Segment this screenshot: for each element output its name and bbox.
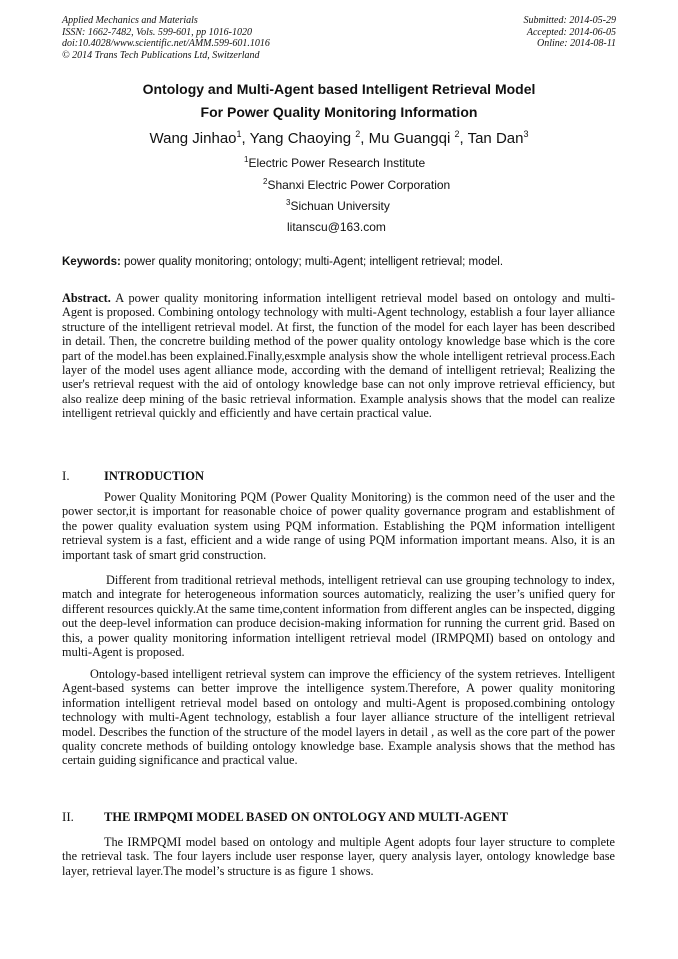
accepted-date: Accepted: 2014-06-05: [526, 26, 616, 38]
affiliation-mark: 1: [244, 155, 249, 164]
author-email: litanscu@163.com: [287, 220, 386, 234]
intro-paragraph-2: Different from traditional retrieval methods, intelligent retrieval can use grouping technology to index, match and integrate for heterogeneous information sources automaticly, realizing the user’s unified query for different resources quickly.At the same time,content information from different angles can be inspected, digging out the deep-level information can produce decision-making information for running the current grid. Based on this, a power quality monitoring information intelligent retrieval model (IRMPQMI) based on ontology and multi-Agent is proposed.: [62, 573, 615, 660]
author-name: Tan Dan: [467, 130, 524, 147]
section-title: THE IRMPQMI MODEL BASED ON ONTOLOGY AND MULTI-AGENT: [104, 810, 509, 824]
online-date: Online: 2014-08-11: [537, 38, 616, 50]
section-number: I.: [62, 468, 70, 483]
keywords-label: Keywords:: [62, 256, 121, 268]
author-affiliation-mark: 2: [355, 129, 361, 139]
affiliation-mark: 2: [263, 177, 268, 186]
section-heading-introduction: [62, 468, 204, 484]
intro-paragraph-3: Ontology-based intelligent retrieval system can improve the efficiency of the system retrieves. Intelligent Agent-based systems can better improve the intelligence system.Therefore, A power quality monitoring information intelligent retrieval model based on ontology and multi-Agent is proposed.combining ontology technology with multi-Agent technology, establish a four layer alliance structure of the intelligent retrieval model. Describes the function of the structure of the model layers in detail , as well as the core part of the power quality concrete methods of building ontology knowledge base. Example analysis shows that the method has certain guiding significance and practical value.: [62, 667, 615, 768]
model-paragraph-1: The IRMPQMI model based on ontology and multiple Agent adopts four layer structure to complete the retrieval task. The four layers include user response layer, query analysis layer, ontology knowledge base layer, retrieval layer.The model’s structure is as figure 1 shows.: [62, 835, 615, 878]
submitted-date: Submitted: 2014-05-29: [523, 15, 616, 26]
paper-title-line-1: Ontology and Multi-Agent based Intelligent Retrieval Model: [142, 81, 536, 97]
abstract: [62, 291, 615, 421]
journal-info: [62, 15, 270, 61]
affiliation-1: [244, 155, 425, 170]
author-affiliation-mark: 2: [454, 129, 460, 139]
author-affiliation-mark: 1: [236, 129, 242, 139]
paper-title-line-2: For Power Quality Monitoring Information: [200, 104, 478, 120]
affiliation-text: Shanxi Electric Power Corporation: [267, 178, 451, 192]
affiliation-3: [286, 198, 390, 213]
section-title: INTRODUCTION: [104, 469, 205, 483]
keywords-text: power quality monitoring; ontology; multi-Agent; intelligent retrieval; model.: [120, 256, 504, 268]
affiliation-2: [263, 177, 450, 192]
abstract-label: Abstract.: [62, 291, 111, 305]
submission-dates: [524, 15, 617, 50]
author-affiliation-mark: 3: [523, 129, 529, 139]
intro-paragraph-1: Power Quality Monitoring PQM (Power Quality Monitoring) is the common need of the user and the power sector,it is important for reasonable choice of power quality governance program and establishment of the power quality evaluation system using PQM information. Establishing the PQM information intelligent retrieval system is a fast, efficient and a wide range of using PQM information important means. Also, it is an important task of smart grid construction.: [62, 490, 615, 562]
affiliation-text: Sichuan University: [290, 199, 390, 213]
author-name: Mu Guangqi: [368, 130, 455, 147]
author-list: Wang Jinhao$^1$, Yang Chaoying $^2$, Mu Guangqi $^2$, Tan Dan$^3$: [149, 129, 529, 147]
journal-name: Applied Mechanics and Materials: [62, 15, 198, 26]
author-name: Wang Jinhao: [149, 130, 237, 147]
issn-line: ISSN: 1662-7482, Vols. 599-601, pp 1016-1020: [62, 26, 252, 38]
keywords: [62, 256, 618, 268]
doi-line: doi:10.4028/www.scientific.net/AMM.599-601.1016: [62, 38, 270, 50]
affiliation-mark: 3: [286, 198, 291, 207]
author-name: Yang Chaoying: [249, 130, 356, 147]
copyright-line: © 2014 Trans Tech Publications Ltd, Switzerland: [62, 49, 260, 61]
abstract-text: A power quality monitoring information intelligent retrieval model based on ontology and multi-Agent is proposed. Combining ontology technology with multi-Agent technology, establish a four layer alliance structure of the intelligent retrieval model. At first, the function of the model for each layer has been described in detail. Then, the concretre building method of the power quality ontology knowledge base which is the core part of the model.has been explained.Finally,esxmple analysis show the whole intelligent retrieval process.Each layer of the model uses agent alliance mode, according with the demand of intelligent retrieval; Realizing the user's retrieval request with the aid of ontology knowledge base can not only improve retrieval efficiency, but also realize deep mining of the basic retrieval information. Example analysis shows that the model can realize intelligent retrieval quickly and efficiently and have certain practical value.: [62, 291, 615, 421]
affiliation-text: Electric Power Research Institute: [248, 156, 426, 170]
section-number: II.: [62, 809, 74, 824]
section-heading-model: [62, 809, 508, 825]
